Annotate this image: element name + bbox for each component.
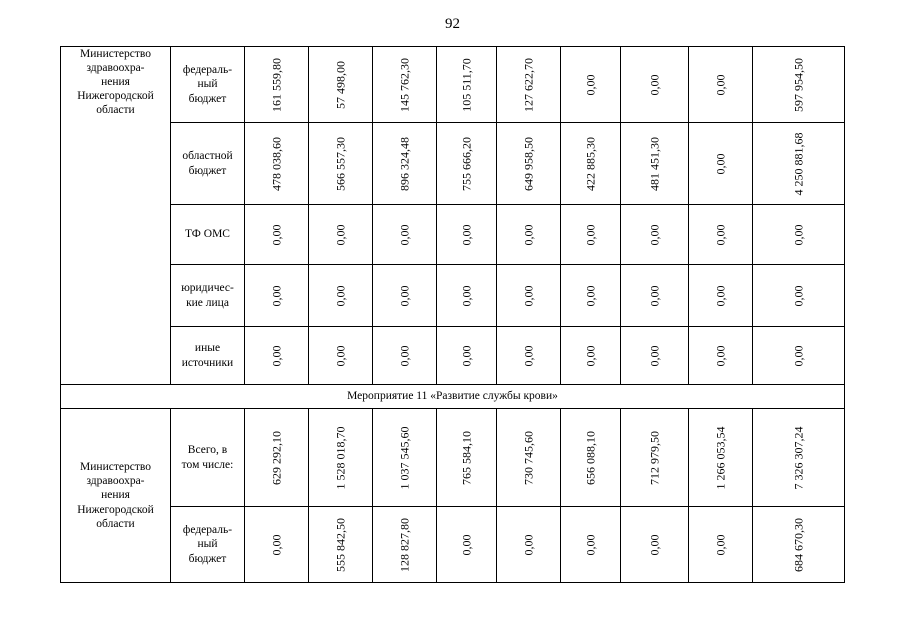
table-row	[61, 205, 845, 265]
amount-value: 0,00	[459, 285, 474, 306]
amount-value: 649 958,50	[521, 136, 536, 191]
table-row	[61, 265, 845, 327]
amount-value: 0,00	[713, 74, 728, 95]
amount-value: 0,00	[583, 224, 598, 245]
funding-source: иные источники	[171, 327, 245, 385]
amount-total: 7 326 307,24	[791, 426, 806, 489]
amount-value: 0,00	[583, 534, 598, 555]
amount-value: 0,00	[269, 345, 284, 366]
amount-total: 684 670,30	[791, 517, 806, 572]
amount-value: 0,00	[459, 534, 474, 555]
amount-value: 481 451,30	[647, 136, 662, 191]
funding-source: юридичес- кие лица	[171, 265, 245, 327]
amount-value: 0,00	[521, 534, 536, 555]
table-row	[61, 47, 845, 123]
amount-value: 0,00	[583, 285, 598, 306]
amount-value: 57 498,00	[333, 60, 348, 109]
amount-total: 0,00	[791, 345, 806, 366]
funding-source: областной бюджет	[171, 123, 245, 205]
amount-value: 0,00	[713, 153, 728, 174]
amount-value: 1 037 545,60	[397, 426, 412, 489]
organization-cell: Министерство здравоохра- нения Нижегородской области	[61, 47, 171, 385]
amount-value: 0,00	[713, 285, 728, 306]
amount-total: 4 250 881,68	[791, 132, 806, 195]
amount-total: 0,00	[791, 224, 806, 245]
table-row	[61, 123, 845, 205]
amount-value: 0,00	[583, 74, 598, 95]
amount-value: 1 266 053,54	[713, 426, 728, 489]
amount-value: 0,00	[713, 345, 728, 366]
amount-value: 0,00	[647, 224, 662, 245]
amount-total: 597 954,50	[791, 57, 806, 112]
amount-value: 1 528 018,70	[333, 426, 348, 489]
amount-value: 0,00	[521, 224, 536, 245]
amount-value: 765 584,10	[459, 430, 474, 485]
funding-source: федераль- ный бюджет	[171, 507, 245, 583]
amount-value: 145 762,30	[397, 57, 412, 112]
amount-value: 656 088,10	[583, 430, 598, 485]
amount-value: 0,00	[269, 534, 284, 555]
amount-value: 0,00	[647, 534, 662, 555]
amount-value: 0,00	[459, 345, 474, 366]
amount-value: 0,00	[397, 345, 412, 366]
amount-value: 755 666,20	[459, 136, 474, 191]
amount-value: 566 557,30	[333, 136, 348, 191]
table-row	[61, 507, 845, 583]
organization-cell: Министерство здравоохра- нения Нижегородской области	[61, 409, 171, 583]
amount-value: 0,00	[333, 285, 348, 306]
amount-value: 0,00	[333, 224, 348, 245]
table-row	[61, 385, 845, 409]
amount-value: 128 827,80	[397, 517, 412, 572]
amount-value: 0,00	[647, 285, 662, 306]
amount-value: 422 885,30	[583, 136, 598, 191]
amount-value: 161 559,80	[269, 57, 284, 112]
amount-value: 0,00	[397, 285, 412, 306]
amount-value: 105 511,70	[459, 57, 474, 112]
table-row	[61, 327, 845, 385]
amount-value: 0,00	[713, 534, 728, 555]
amount-value: 0,00	[269, 285, 284, 306]
budget-table	[60, 46, 845, 583]
page-number: 92	[445, 16, 460, 32]
amount-value: 629 292,10	[269, 430, 284, 485]
amount-value: 0,00	[521, 345, 536, 366]
amount-value: 712 979,50	[647, 430, 662, 485]
funding-source: федераль- ный бюджет	[171, 47, 245, 123]
amount-total: 0,00	[791, 285, 806, 306]
amount-value: 0,00	[583, 345, 598, 366]
funding-source: Всего, в том числе:	[171, 409, 245, 507]
amount-value: 0,00	[397, 224, 412, 245]
amount-value: 127 622,70	[521, 57, 536, 112]
amount-value: 0,00	[333, 345, 348, 366]
amount-value: 0,00	[269, 224, 284, 245]
table-row	[61, 409, 845, 507]
amount-value: 555 842,50	[333, 517, 348, 572]
amount-value: 730 745,60	[521, 430, 536, 485]
amount-value: 0,00	[647, 74, 662, 95]
amount-value: 478 038,60	[269, 136, 284, 191]
amount-value: 0,00	[713, 224, 728, 245]
amount-value: 0,00	[521, 285, 536, 306]
amount-value: 0,00	[459, 224, 474, 245]
amount-value: 0,00	[647, 345, 662, 366]
funding-source: ТФ ОМС	[171, 205, 245, 265]
amount-value: 896 324,48	[397, 136, 412, 191]
section-title: Мероприятие 11 «Развитие службы крови»	[61, 385, 845, 409]
